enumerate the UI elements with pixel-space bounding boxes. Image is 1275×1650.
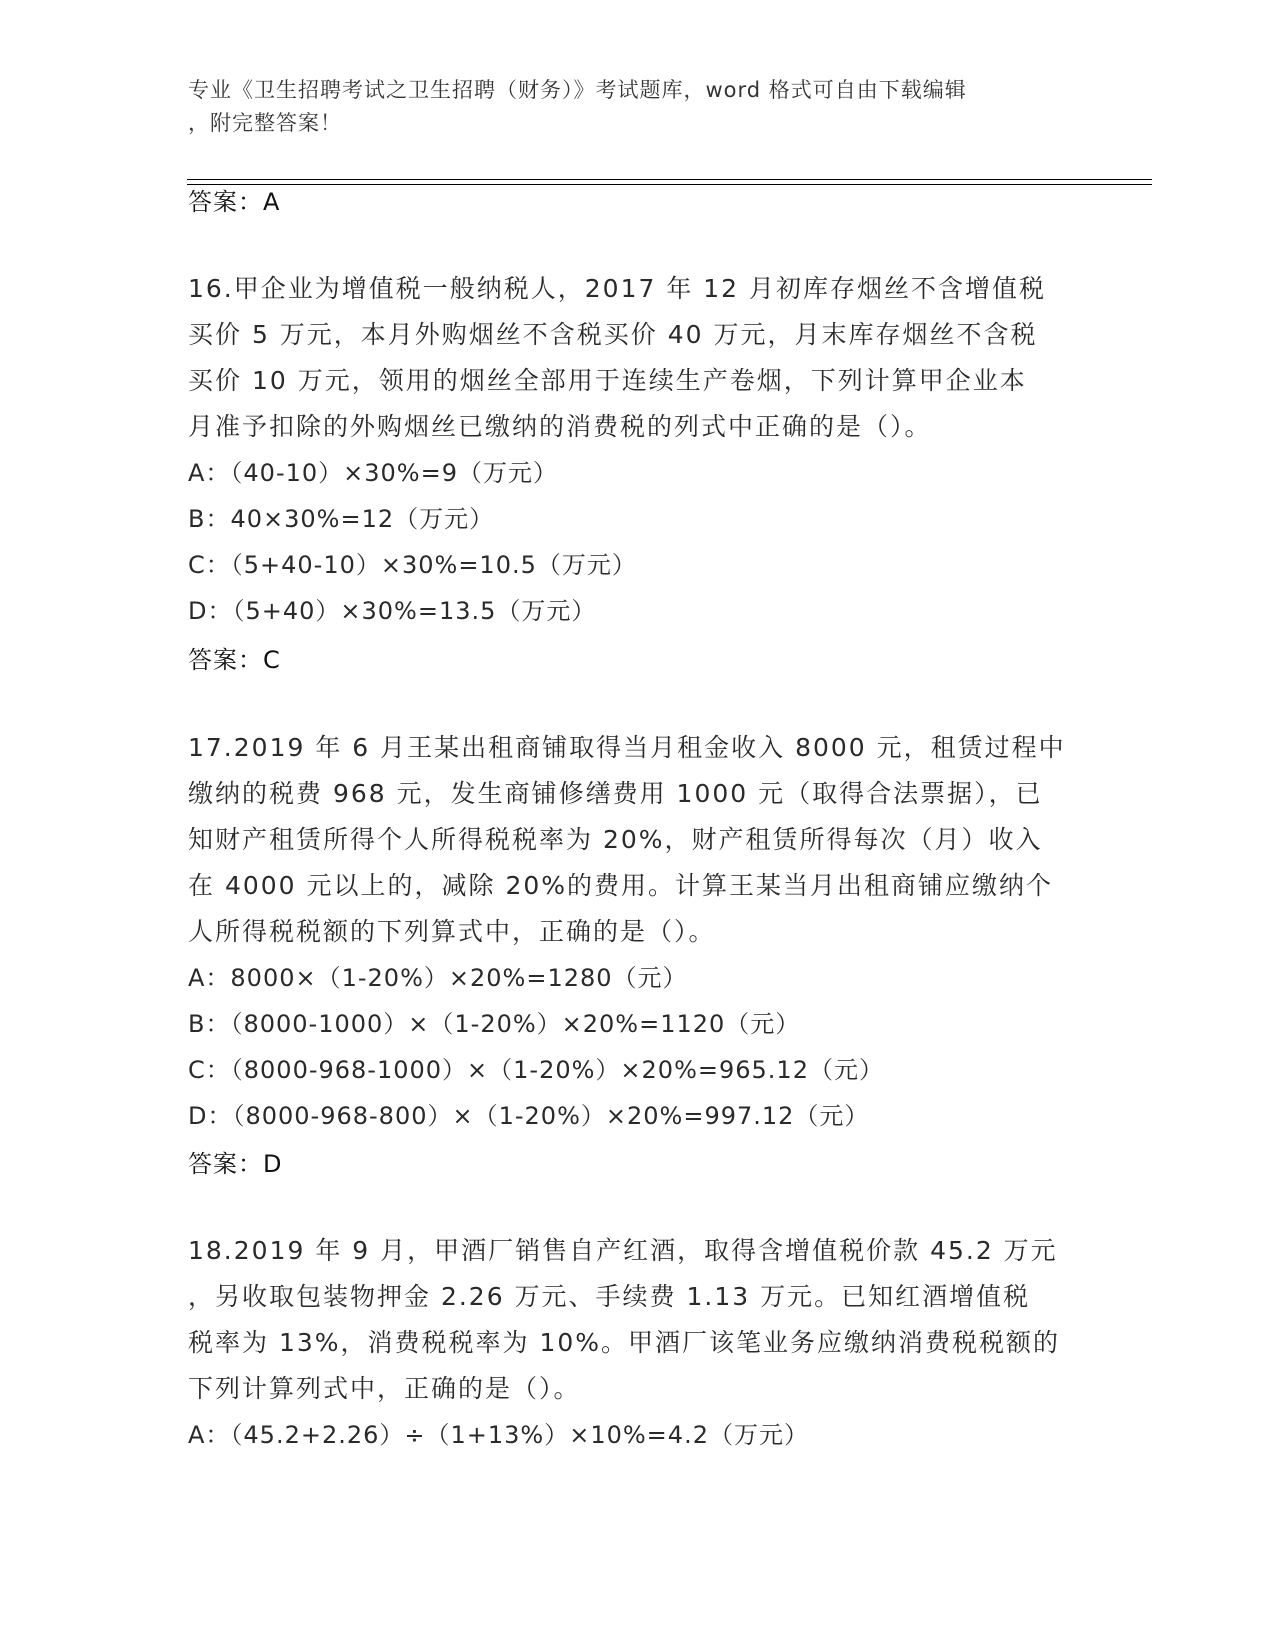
header-line: 专业《卫生招聘考试之卫生招聘（财务）》考试题库，word 格式可自由下载编辑 <box>188 78 967 102</box>
question-stem-line: 买价 10 万元，领用的烟丝全部用于连续生产卷烟，下列计算甲企业本 <box>188 366 1027 395</box>
answer-q17: 答案：D <box>188 1150 283 1178</box>
document-header <box>188 74 1068 140</box>
question-16 <box>188 266 1088 634</box>
header-divider-bottom <box>187 184 1152 185</box>
question-stem-line: 下列计算列式中，正确的是（）。 <box>188 1374 581 1403</box>
option-c: C：（5+40-10）×30%=10.5（万元） <box>188 551 637 579</box>
header-divider-top <box>187 179 1152 180</box>
option-d: D：（8000-968-800）×（1-20%）×20%=997.12（元） <box>188 1102 870 1130</box>
question-stem-line: ，另收取包装物押金 2.26 万元、手续费 1.13 万元。已知红酒增值税 <box>188 1282 1031 1311</box>
question-stem-line: 知财产租赁所得个人所得税税率为 20%，财产租赁所得每次（月）收入 <box>188 825 1043 854</box>
question-stem-line: 缴纳的税费 968 元，发生商铺修缮费用 1000 元（取得合法票据），已 <box>188 779 1043 808</box>
question-stem-line: 18.2019 年 9 月，甲酒厂销售自产红酒，取得含增值税价款 45.2 万元 <box>188 1236 1058 1265</box>
option-a: A：（45.2+2.26）÷（1+13%）×10%=4.2（万元） <box>188 1421 809 1449</box>
option-c: C：（8000-968-1000）×（1-20%）×20%=965.12（元） <box>188 1056 884 1084</box>
answer-q16: 答案：C <box>188 646 281 674</box>
option-a: A：（40-10）×30%=9（万元） <box>188 459 558 487</box>
option-a: A：8000×（1-20%）×20%=1280（元） <box>188 964 688 992</box>
question-stem-line: 在 4000 元以上的，减除 20%的费用。计算王某当月出租商铺应缴纳个 <box>188 871 1054 900</box>
option-b: B：（8000-1000）×（1-20%）×20%=1120（元） <box>188 1010 801 1038</box>
header-line: ，附完整答案！ <box>188 111 342 135</box>
question-stem-line: 16.甲企业为增值税一般纳税人，2017 年 12 月初库存烟丝不含增值税 <box>188 274 1047 303</box>
question-stem-line: 税率为 13%，消费税税率为 10%。甲酒厂该笔业务应缴纳消费税税额的 <box>188 1328 1061 1357</box>
option-b: B：40×30%=12（万元） <box>188 505 495 533</box>
option-d: D：（5+40）×30%=13.5（万元） <box>188 597 597 625</box>
question-stem-line: 月准予扣除的外购烟丝已缴纳的消费税的列式中正确的是（）。 <box>188 412 932 441</box>
question-stem-line: 17.2019 年 6 月王某出租商铺取得当月租金收入 8000 元，租赁过程中 <box>188 733 1066 762</box>
question-stem-line: 人所得税税额的下列算式中，正确的是（）。 <box>188 917 716 946</box>
question-17 <box>188 725 1088 1139</box>
question-18 <box>188 1228 1088 1458</box>
answer-q15: 答案：A <box>188 188 281 216</box>
question-stem-line: 买价 5 万元，本月外购烟丝不含税买价 40 万元，月末库存烟丝不含税 <box>188 320 1038 349</box>
